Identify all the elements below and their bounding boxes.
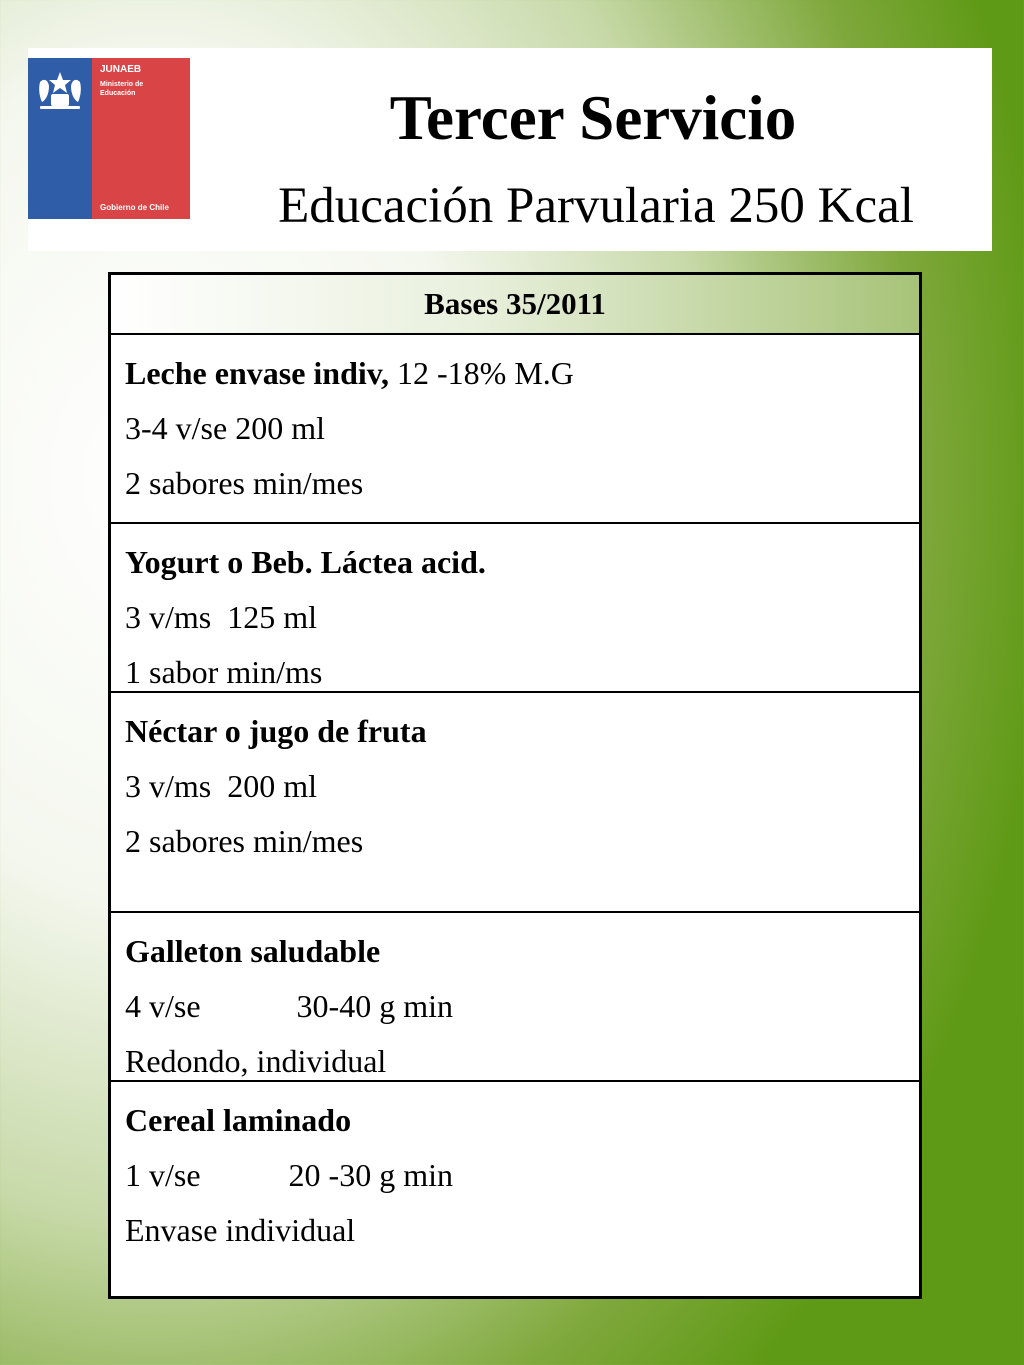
row-title: [125, 924, 905, 979]
bases-table: [108, 272, 922, 1299]
row-name: Néctar o jugo de fruta: [125, 713, 427, 749]
table-header: Bases 35/2011: [111, 275, 919, 335]
table-row: [111, 1082, 919, 1298]
row-detail: Redondo, individual: [125, 1043, 387, 1079]
table-row: [111, 524, 919, 693]
row-frequency: 3-4 v/se 200 ml: [125, 410, 325, 446]
logo-government: Gobierno de Chile: [100, 203, 169, 212]
row-title: [125, 1093, 905, 1148]
row-frequency: 3 v/ms 125 ml: [125, 599, 318, 635]
row-frequency: 3 v/ms 200 ml: [125, 768, 318, 804]
row-detail: 2 sabores min/mes: [125, 823, 364, 859]
row-name-suffix: 12 -18% M.G: [389, 355, 574, 391]
logo-ministry: Ministerio de Educación: [100, 81, 144, 97]
row-frequency: 1 v/se 20 -30 g min: [125, 1157, 453, 1193]
row-detail: Envase individual: [125, 1212, 356, 1248]
row-name: Leche envase indiv,: [125, 355, 390, 391]
row-name: Galleton saludable: [125, 933, 381, 969]
table-row: [111, 693, 919, 913]
page-subtitle: Educación Parvularia 250 Kcal: [278, 178, 914, 234]
row-detail: 2 sabores min/mes: [125, 465, 364, 501]
row-detail: 1 sabor min/ms: [125, 654, 323, 690]
row-title: [125, 704, 905, 759]
table-row: [111, 335, 919, 524]
row-title: [125, 346, 905, 401]
table-row: [111, 913, 919, 1082]
row-name: Cereal laminado: [125, 1102, 352, 1138]
page-title: Tercer Servicio: [389, 83, 797, 153]
row-frequency: 4 v/se 30-40 g min: [125, 988, 453, 1024]
row-title: [125, 535, 905, 590]
row-name: Yogurt o Beb. Láctea acid.: [125, 544, 486, 580]
header-panel: [28, 48, 992, 251]
logo-organization: JUNAEB: [100, 64, 142, 75]
